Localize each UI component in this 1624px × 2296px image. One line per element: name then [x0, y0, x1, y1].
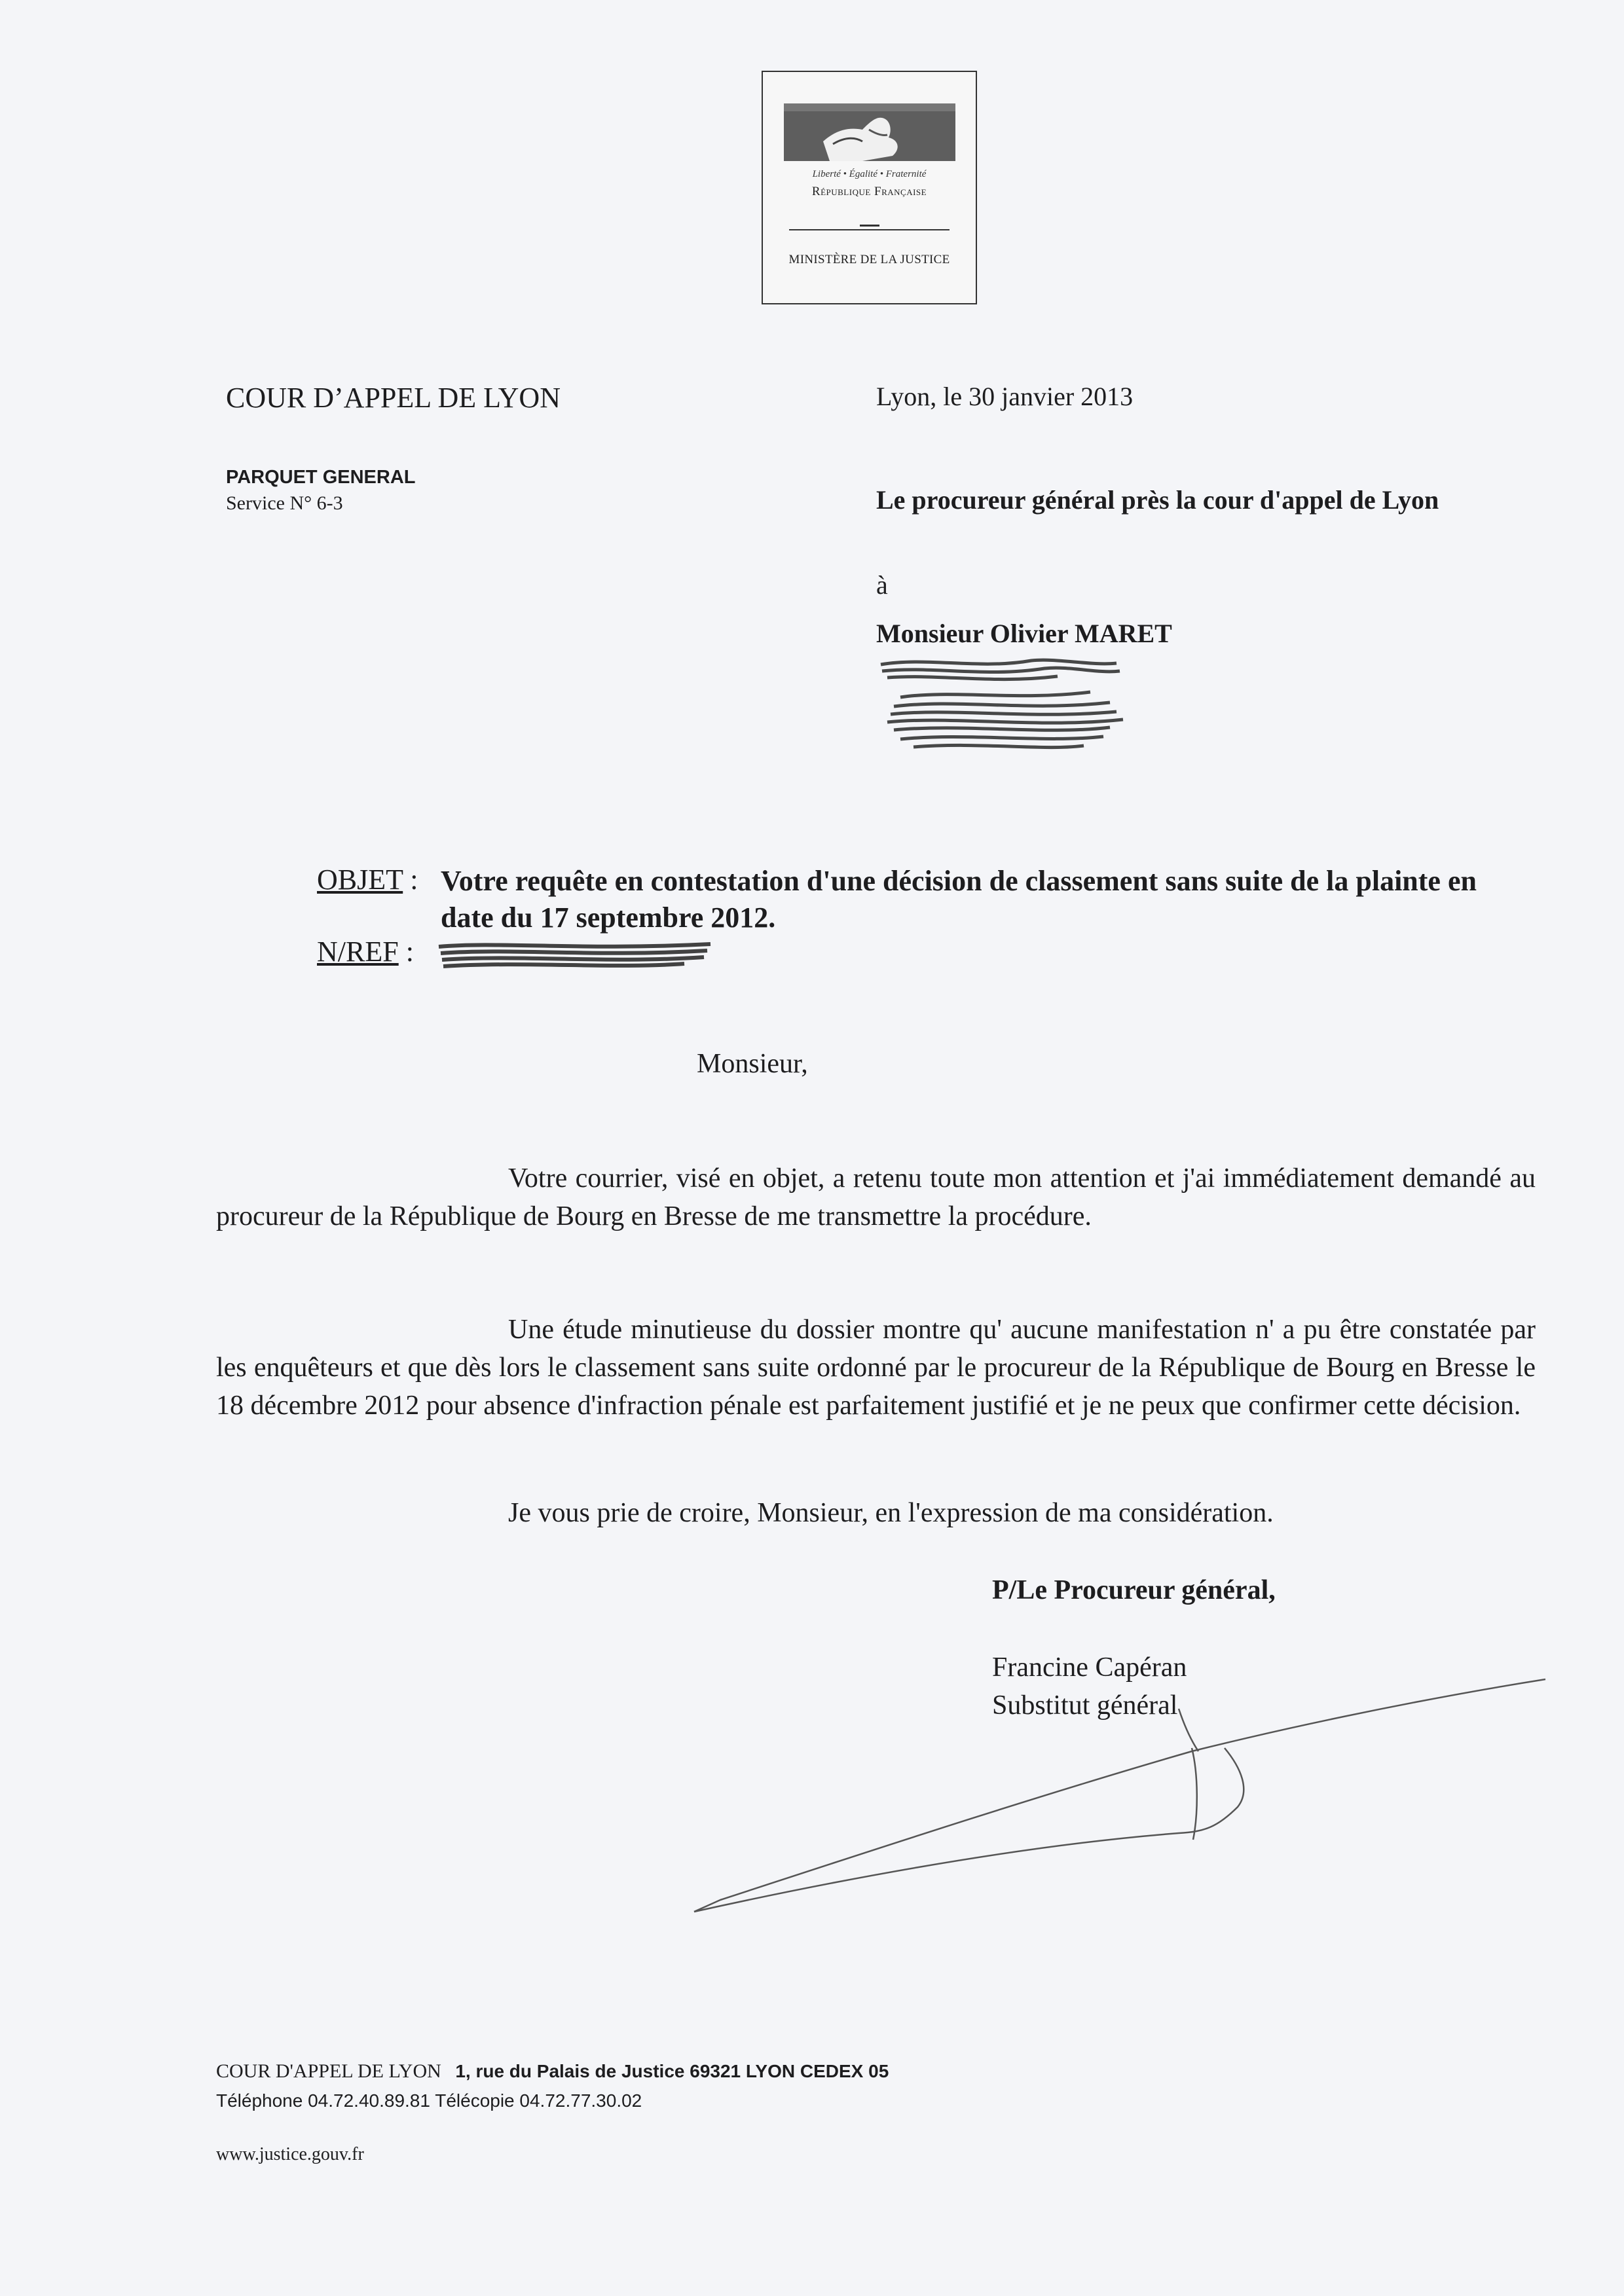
- department-label: PARQUET GENERAL: [226, 467, 416, 488]
- addressee-preposition: à: [876, 570, 888, 600]
- redacted-reference: [435, 938, 717, 974]
- marianne-emblem-icon: [784, 103, 955, 161]
- signature-title: P/Le Procureur général,: [992, 1575, 1276, 1605]
- salutation: Monsieur,: [697, 1049, 808, 1079]
- ministry-logo: [762, 71, 977, 304]
- date-line: Lyon, le 30 janvier 2013: [876, 382, 1134, 411]
- body-paragraph: Votre courrier, visé en objet, a retenu toute mon attention et j'ai immédiatement demandé au procureur de la République de Bourg en Bresse de me transmettre la procédure.: [216, 1163, 1536, 1231]
- ministry-name: MINISTÈRE DE LA JUSTICE: [788, 253, 950, 266]
- reference-label: N/REF :: [317, 936, 414, 968]
- court-title: COUR D’APPEL DE LYON: [226, 382, 561, 414]
- footer-address: [216, 2060, 889, 2083]
- republic-name: République Française: [811, 185, 927, 198]
- sender-title: Le procureur général près la cour d'appel de Lyon: [876, 485, 1439, 515]
- redacted-address: [874, 651, 1136, 763]
- recipient-name: Monsieur Olivier MARET: [876, 619, 1172, 648]
- divider: [789, 229, 950, 230]
- handwritten-signature: [681, 1669, 1559, 1918]
- footer-phones: Téléphone 04.72.40.89.81 Télécopie 04.72.77.30.02: [216, 2090, 642, 2111]
- republic-motto: Liberté • Égalité • Fraternité: [812, 169, 927, 179]
- footer-court: COUR D'APPEL DE LYON: [216, 2060, 441, 2082]
- signatory-role: Substitut général: [992, 1690, 1178, 1721]
- service-label: Service N° 6-3: [226, 492, 343, 514]
- signatory-name: Francine Capéran: [992, 1652, 1187, 1683]
- footer-street: 1, rue du Palais de Justice 69321 LYON CEDEX 05: [455, 2061, 889, 2081]
- body-paragraph: Une étude minutieuse du dossier montre qu' aucune manifestation n' a pu être constatée par les enquêteurs et que dès lors le classement sans suite ordonné par le procureur de la République de Bourg en Bresse le 18 décembre 2012 pour absence d'infraction pénale est parfaitement justifié et je ne peux que confirmer cette décision.: [216, 1315, 1536, 1421]
- subject-label: OBJET :: [317, 864, 418, 896]
- closing-formula: Je vous prie de croire, Monsieur, en l'expression de ma considération.: [508, 1498, 1274, 1528]
- divider: [860, 225, 879, 227]
- subject-text: Votre requête en contestation d'une décision de classement sans suite de la plainte en date du 17 septembre 2012.: [441, 865, 1477, 934]
- footer-website: www.justice.gouv.fr: [216, 2144, 364, 2164]
